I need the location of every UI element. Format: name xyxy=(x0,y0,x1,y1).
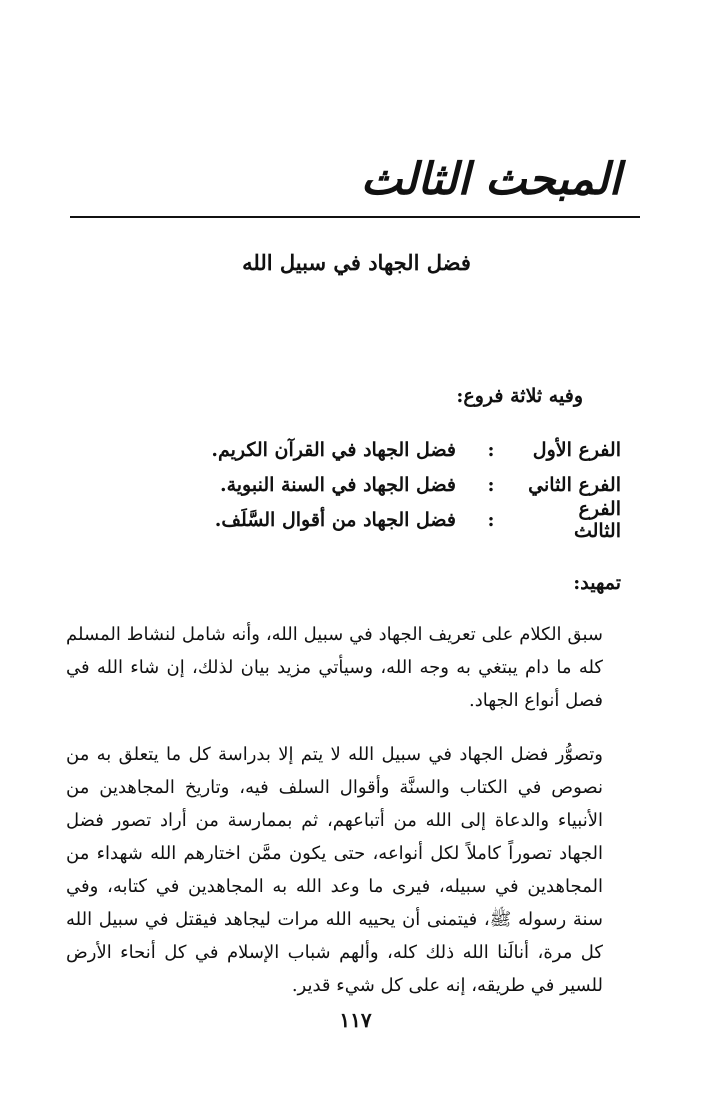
branch-title: فضل الجهاد في السنة النبوية. xyxy=(219,473,456,496)
branch-separator: : xyxy=(487,508,495,531)
branch-title: فضل الجهاد في القرآن الكريم. xyxy=(211,438,456,461)
branch-separator: : xyxy=(487,473,495,496)
branch-row xyxy=(171,497,621,542)
branch-separator: : xyxy=(487,438,495,461)
chapter-heading: المبحث الثالث xyxy=(360,154,621,205)
heading-divider xyxy=(70,216,640,218)
branch-title: فضل الجهاد من أقوال السَّلَف. xyxy=(214,508,456,531)
branch-row xyxy=(171,432,621,467)
page-number: ١١٧ xyxy=(339,1008,372,1032)
branch-label: الفرع الثاني xyxy=(528,473,621,496)
paragraph-text: سبق الكلام على تعريف الجهاد في سبيل الله، وأنه شامل لنشاط المسلم كله ما دام يبتغي به وجه الله، وسيأتي مزيد بيان لذلك، إن شاء الله في فصل أنواع الجهاد. xyxy=(66,624,603,711)
paragraph-2 xyxy=(66,738,621,1002)
section-title: فضل الجهاد في سبيل الله xyxy=(242,250,471,275)
paragraph-text: وتصوُّر فضل الجهاد في سبيل الله لا يتم إلا بدراسة كل ما يتعلق به من نصوص في الكتاب والسنَّة وأقوال السلف فيه، وتاريخ المجاهدين من الأنبياء والدعاة إلى الله من أتباعهم، ثم بممارسة من أراد تصور فضل الجهاد تصوراً كاملاً لكل أنواعه، حتى يكون ممَّن اختارهم الله شهداء من المجاهدين في سبيله، فيرى ما وعد الله به المجاهدين في كتابه، وفي سنة رسوله ﷺ، فيتمنى أن يحييه الله مرات ليجاهد فيقتل في سبيل الله كل مرة، أنالَنا الله ذلك كله، وألهم شباب الإسلام في كل أنحاء الأرض للسير في طريقه، إنه على كل شيء قدير. xyxy=(66,744,603,996)
intro-label: تمهيد: xyxy=(573,572,621,594)
branch-label: الفرع الثالث xyxy=(573,497,621,542)
branches-intro: وفيه ثلاثة فروع: xyxy=(456,385,583,407)
paragraph-1 xyxy=(66,618,621,717)
branch-label: الفرع الأول xyxy=(532,438,621,461)
branches-list xyxy=(171,432,621,542)
